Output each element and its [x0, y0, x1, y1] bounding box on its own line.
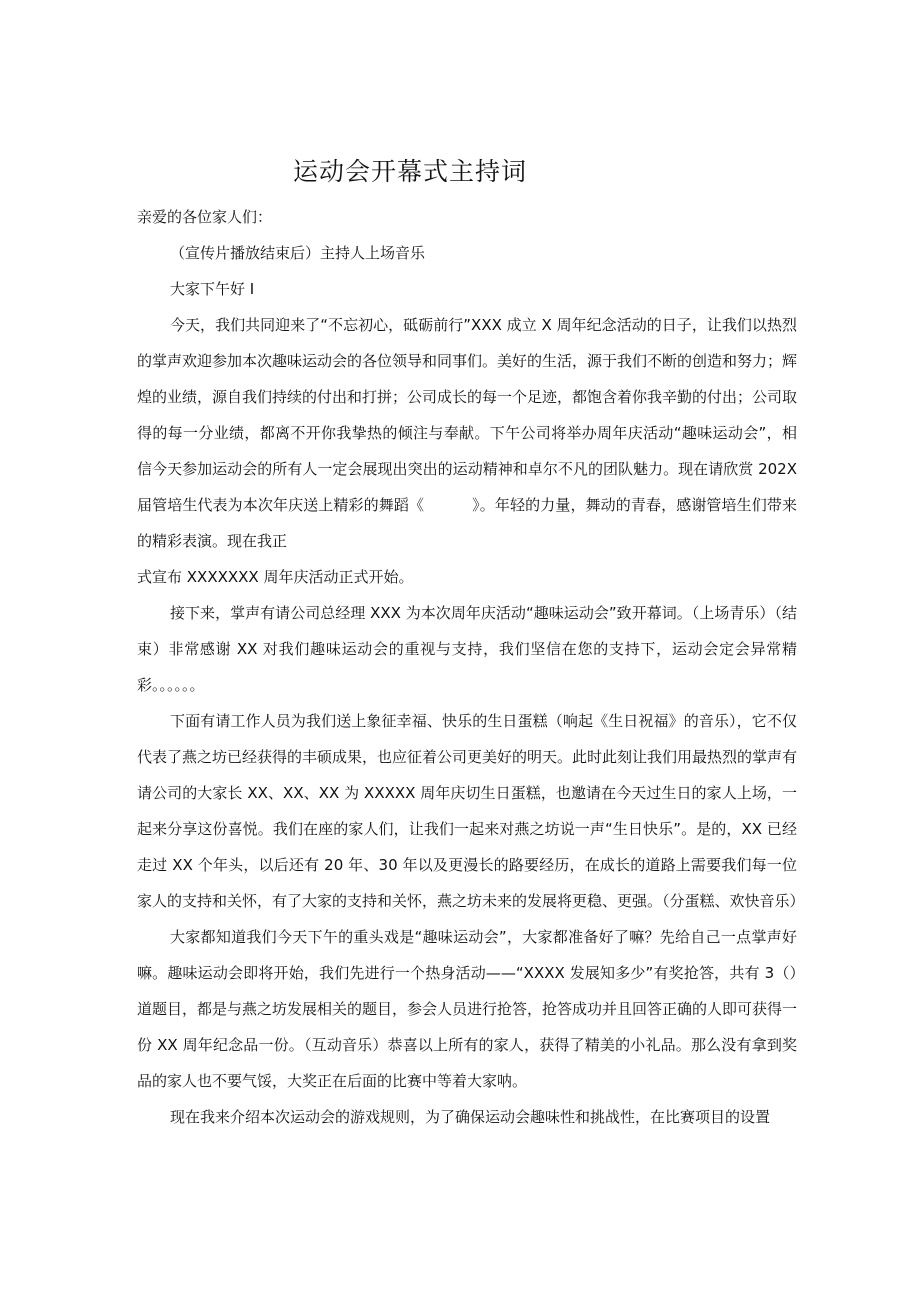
document-body: [137, 199, 805, 1135]
intro-continuation-line: 式宣布 XXXXXXX 周年庆活动正式开始。: [137, 568, 414, 586]
intro-text-part-1: 今天，我们共同迎来了“不忘初心，砥砺前行”XXX 成立 X 周年纪念活动的日子，让我们以热烈的掌声欢迎参加本次趣味运动会的各位领导和同事们。美好的生活，源于我们不断的创造和努力；辉煌的业绩，源自我们持续的付出和打拼；公司成长的每一个足迹，都饱含着你我辛勤的付出；公司取得的每一分业绩，都离不开你我挚热的倾注与奉献。下午公司将举办周年庆活动“趣味运动会”，相信今天参加运动会的所有人一定会展现出突出的运动精神和卓尔不凡的团队魅力。现在请欣赏 202X 届管培生代表为本次年庆送上精彩的舞蹈《: [137, 316, 798, 514]
cake-paragraph: 下面有请工作人员为我们送上象征幸福、快乐的生日蛋糕（响起《生日祝福》的音乐），它不仅代表了燕之坊已经获得的丰硕成果，也应征着公司更美好的明天。此时此刻让我们用最热烈的掌声有请公司的大家长 XX、XX、XX 为 XXXXX 周年庆切生日蛋糕，也邀请在今天过生日的家人上场，一起来分享这份喜悦。我们在座的家人们，让我们一起来对燕之坊说一声“生日快乐”。是的，XX 已经走过 XX 个年头，以后还有 20 年、30 年以及更漫长的路要经历，在成长的道路上需要我们每一位家人的支持和关怀，有了大家的支持和关怀，燕之坊未来的发展将更稳、更强。（分蛋糕、欢快音乐）: [137, 712, 805, 910]
quiz-paragraph: 大家都知道我们今天下午的重头戏是“趣味运动会”，大家都准备好了嘛？先给自己一点掌声好嘛。趣味运动会即将开始，我们先进行一个热身活动——“XXXX 发展知多少”有奖抢答，共有 3（）道题目，都是与燕之坊发展相关的题目，参会人员进行抢答，抢答成功并且回答正确的人即可获得一份 XX 周年纪念品一份。（互动音乐）恭喜以上所有的家人，获得了精美的小礼品。那么没有拿到奖品的家人也不要气馁，大奖正在后面的比赛中等着大家呐。: [137, 928, 798, 1090]
greeting-line: 亲爱的各位家人们：: [137, 208, 273, 226]
intro-text-part-2: 》。年轻的力量，舞动的青春，感谢管培生们带来的精彩表演。现在我正: [137, 496, 797, 550]
rules-paragraph: 现在我来介绍本次运动会的游戏规则，为了确保运动会趣味性和挑战性，在比赛项目的设置: [170, 1108, 771, 1126]
opening-cue-paragraph: （宣传片播放结束后）主持人上场音乐: [170, 244, 426, 262]
hello-paragraph: 大家下午好 I: [170, 280, 255, 298]
intro-paragraph: [137, 307, 797, 559]
speech-paragraph: 接下来，掌声有请公司总经理 XXX 为本次周年庆活动“趣味运动会”致开幕词。（上场青乐）（结束）非常感谢 XX 对我们趣味运动会的重视与支持，我们坚信在您的支持下，运动会定会异常精彩。。。。。。: [137, 604, 797, 694]
document-title: 运动会开幕式主持词: [292, 157, 527, 186]
